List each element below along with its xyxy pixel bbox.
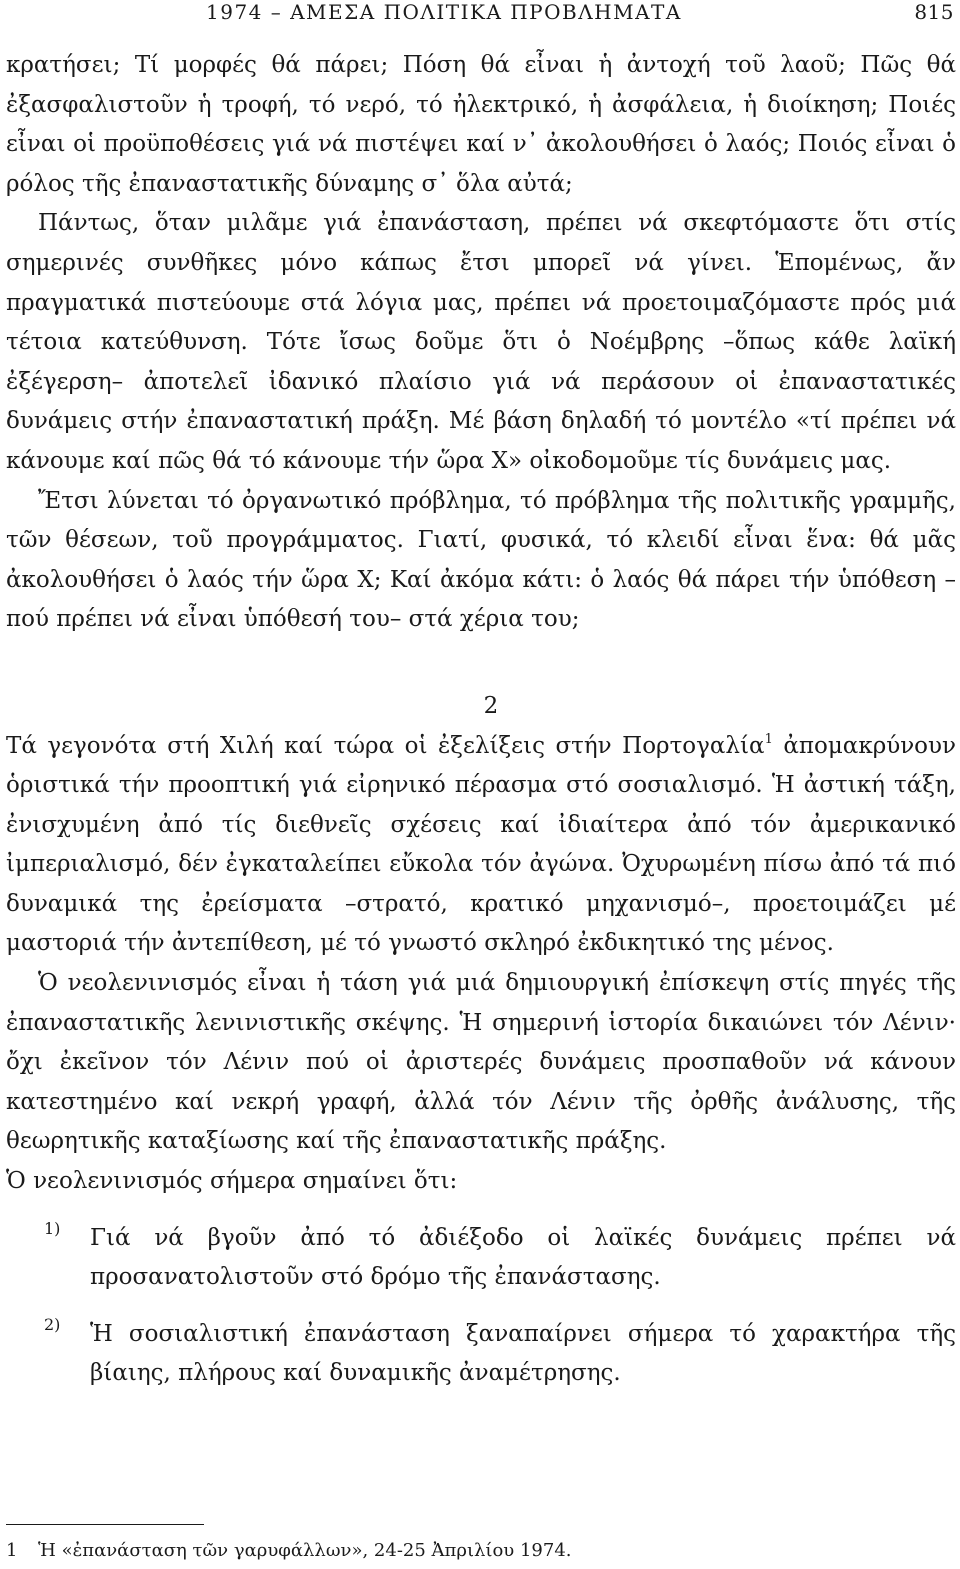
paragraph-4 [6, 727, 956, 965]
section-number: 2 [483, 692, 499, 719]
running-header [6, 0, 956, 24]
footnote-text: Ἡ «ἐπανάσταση τῶν γαρυφάλλων», 24-25 Ἀπριλίου 1974. [38, 1540, 572, 1561]
footnote-divider [6, 1524, 204, 1525]
book-page [6, 0, 956, 1569]
list-item-text: Ἡ σοσιαλιστική ἐπανάσταση ξαναπαίρνει σήμερα τό χαρακτήρα τῆς βίαιης, πλήρους καί δυναμικῆς ἀναμέτρησης. [90, 1320, 956, 1387]
list-item [6, 1219, 956, 1298]
list-item [6, 1315, 956, 1394]
paragraph-3: Ἔτσι λύνεται τό ὀργανωτικό πρόβλημα, τό πρόβλημα τῆς πολιτικῆς γραμμῆς, τῶν θέσεων, τοῦ προγράμματος. Γιατί, φυσικά, τό κλειδί εἶναι ἕνα: θά μᾶς ἀκολουθήσει ὁ λαός τήν ὥρα Χ; Καί ἀκόμα κάτι: ὁ λαός θά πάρει τήν ὑπόθεση –πού πρέπει νά εἶναι ὑπόθεσή του– στά χέρια του; [6, 487, 956, 633]
list-marker: 2) [44, 1314, 61, 1334]
paragraph-4-text-b: ἀπομακρύνουν ὁριστικά τήν προοπτική γιά εἰρηνικό πέρασμα στό σοσιαλισμό. Ἡ ἀστική τάξη, ἐνισχυμένη ἀπό τίς διεθνεῖς σχέσεις καί ἰδιαίτερα ἀπό τόν ἀμερικανικό ἰμπεριαλισμό, δέν ἐγκαταλείπει εὔκολα τόν ἀγώνα. Ὀχυρωμένη πίσω ἀπό τά πιό δυναμικά της ἐρείσματα –στρατό, κρατικό μηχανισμό–, προετοιμάζει μέ μαστοριά τήν ἀντεπίθεση, μέ τό γνωστό σκληρό ἐκδικητικό της μένος. [6, 732, 956, 957]
running-title: 1974 – ΑΜΕΣΑ ΠΟΛΙΤΙΚΑ ΠΡΟΒΛΗΜΑΤΑ [206, 0, 682, 24]
list-marker: 1) [44, 1218, 61, 1238]
paragraph-6: Ὁ νεολενινισμός σήμερα σημαίνει ὅτι: [6, 1168, 458, 1195]
paragraph-1: κρατήσει; Τί μορφές θά πάρει; Πόση θά εἶναι ἡ ἀντοχή τοῦ λαοῦ; Πῶς θά ἐξασφαλιστοῦν ἡ τροφή, τό νερό, τό ἠλεκτρικό, ἡ ἀσφάλεια, ἡ διοίκηση; Ποιές εἶναι οἱ προϋποθέσεις γιά νά πιστέψει καί ν᾽ ἀκολουθήσει ὁ λαός; Ποιός εἶναι ὁ ρόλος τῆς ἐπαναστατικῆς δύναμης σ᾽ ὅλα αὐτά; [6, 52, 956, 197]
footnote-number: 1 [6, 1540, 18, 1561]
paragraph-2: Πάντως, ὅταν μιλᾶμε γιά ἐπανάσταση, πρέπει νά σκεφτόμαστε ὅτι στίς σημερινές συνθῆκες μόνο κάπως ἔτσι μπορεῖ νά γίνει. Ἑπομένως, ἄν πραγματικά πιστεύουμε στά λόγια μας, πρέπει νά προετοιμαζόμαστε πρός μιά τέτοια κατεύθυνση. Τότε ἴσως δοῦμε ὅτι ὁ Νοέμβρης –ὅπως κάθε λαϊκή ἐξέγερση– ἀποτελεῖ ἰδανικό πλαίσιο γιά νά περάσουν οἱ ἐπαναστατικές δυνάμεις στήν ἐπαναστατική πράξη. Μέ βάση δηλαδή τό μοντέλο «τί πρέπει νά κάνουμε καί πῶς θά τό κάνουμε τήν ὥρα Χ» οἰκοδομοῦμε τίς δυνάμεις μας. [6, 210, 956, 474]
body-text [6, 46, 956, 1394]
list-item-text: Γιά νά βγοῦν ἀπό τό ἀδιέξοδο οἱ λαϊκές δυνάμεις πρέπει νά προσανατολιστοῦν στό δρόμο τῆς ἐπανάστασης. [90, 1224, 956, 1291]
paragraph-4-text-a: Τά γεγονότα στή Χιλή καί τώρα οἱ ἐξελίξεις στήν Πορτογαλία [6, 732, 765, 759]
footnote [6, 1538, 956, 1564]
page-number: 815 [914, 0, 954, 24]
paragraph-5: Ὁ νεολενινισμός εἶναι ἡ τάση γιά μιά δημιουργική ἐπίσκεψη στίς πηγές τῆς ἐπαναστατικῆς λενινιστικῆς σκέψης. Ἡ σημερινή ἱστορία δικαιώνει τόν Λένιν· ὄχι ἐκεῖνον τόν Λένιν πού οἱ ἀριστερές δυνάμεις προσπαθοῦν νά κάνουν κατεστημένο καί νεκρή γραφή, ἀλλά τόν Λένιν τῆς ὀρθῆς ἀνάλυσης, τῆς θεωρητικῆς καταξίωσης καί τῆς ἐπαναστατικῆς πράξης. [6, 970, 956, 1155]
footnote-reference: 1 [764, 731, 773, 747]
